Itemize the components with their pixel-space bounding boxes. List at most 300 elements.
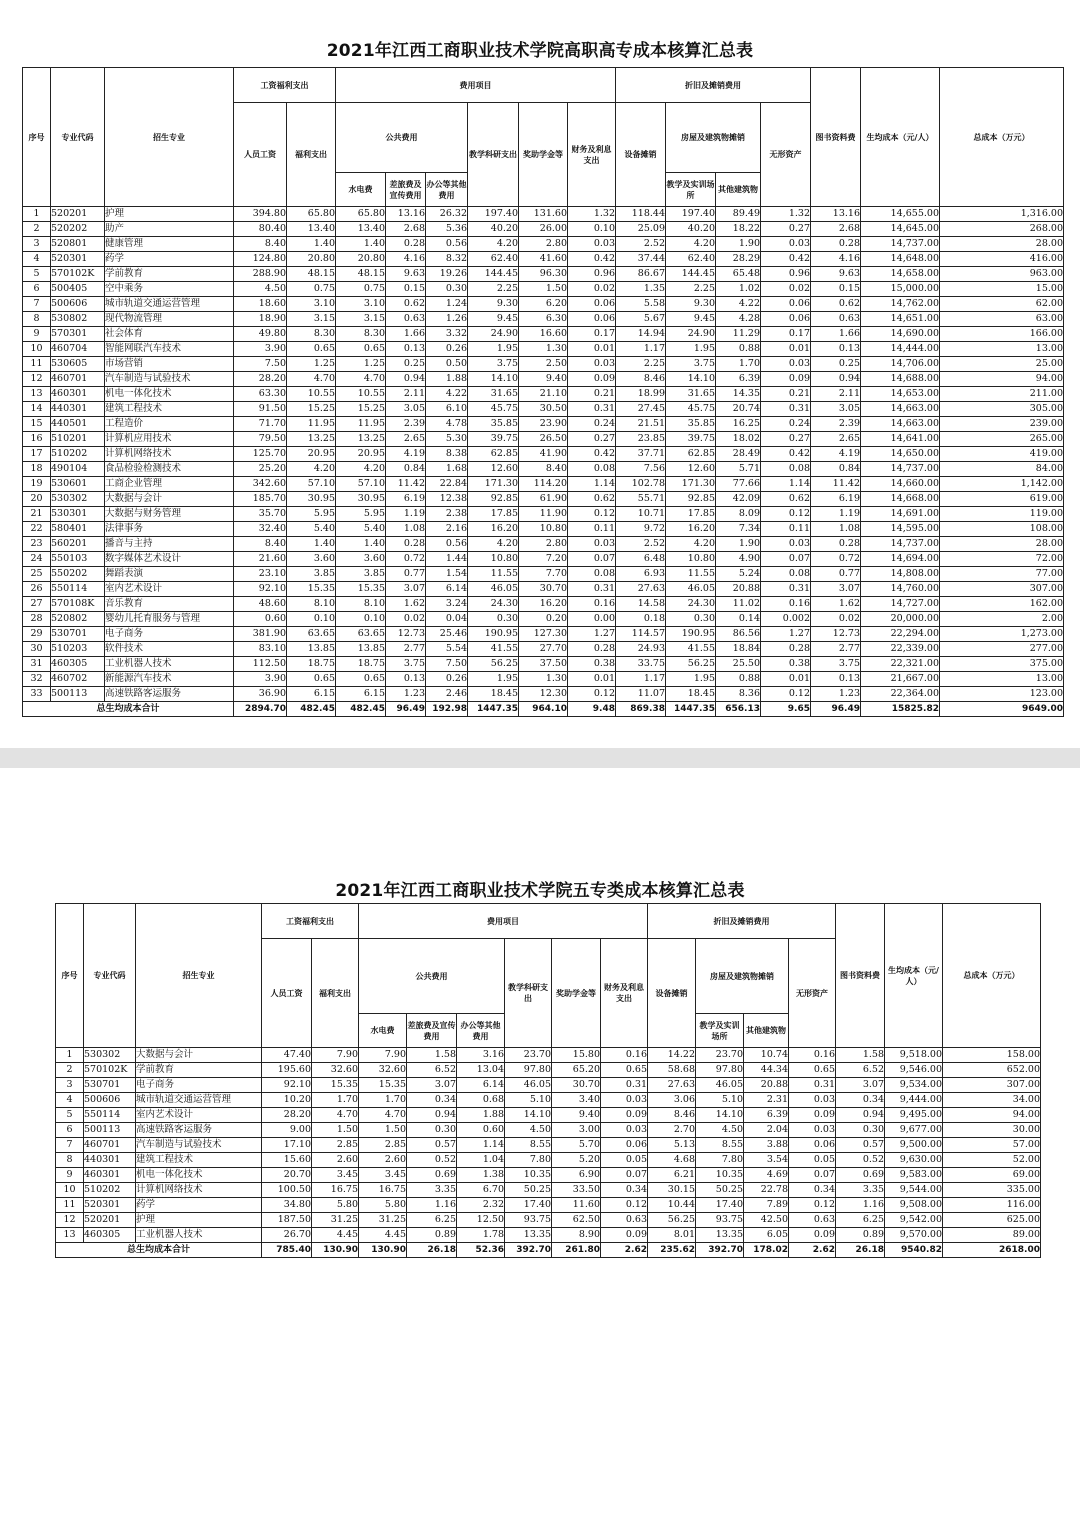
table-cell: 5.13 bbox=[648, 1138, 696, 1153]
total-cell: 2.62 bbox=[789, 1243, 836, 1258]
table-row bbox=[56, 1063, 1041, 1078]
table-cell: 13.00 bbox=[940, 672, 1064, 687]
table-cell: 1.17 bbox=[616, 672, 666, 687]
table-cell: 室内艺术设计 bbox=[136, 1108, 262, 1123]
table-cell: 14.22 bbox=[648, 1048, 696, 1063]
table-cell: 1.70 bbox=[359, 1093, 407, 1108]
table-cell: 2.31 bbox=[744, 1093, 789, 1108]
table-cell: 36.90 bbox=[234, 687, 287, 702]
table-cell: 0.28 bbox=[386, 537, 426, 552]
table-cell: 建筑工程技术 bbox=[105, 402, 234, 417]
table-cell: 24.30 bbox=[468, 597, 519, 612]
table-cell: 0.13 bbox=[811, 672, 861, 687]
table-cell: 2.65 bbox=[811, 432, 861, 447]
table-cell: 汽车制造与试验技术 bbox=[105, 372, 234, 387]
table-cell: 13.25 bbox=[336, 432, 386, 447]
table-cell: 48.60 bbox=[234, 597, 287, 612]
table-cell: 1.50 bbox=[359, 1123, 407, 1138]
table-cell: 9.63 bbox=[811, 267, 861, 282]
table-cell: 0.12 bbox=[568, 687, 616, 702]
table-cell: 520301 bbox=[84, 1198, 136, 1213]
table-cell: 14.10 bbox=[468, 372, 519, 387]
table-cell: 14,737.00 bbox=[861, 462, 940, 477]
table-cell: 6 bbox=[23, 282, 51, 297]
table-cell: 5.80 bbox=[312, 1198, 359, 1213]
table-cell: 4.78 bbox=[426, 417, 468, 432]
table-cell: 4.50 bbox=[696, 1123, 744, 1138]
table-cell: 335.00 bbox=[943, 1183, 1041, 1198]
header-wage-group: 工资福利支出 bbox=[262, 904, 359, 939]
table-cell: 23 bbox=[23, 537, 51, 552]
table-cell: 24.90 bbox=[468, 327, 519, 342]
table-cell: 6.15 bbox=[336, 687, 386, 702]
header-major-name: 招生专业 bbox=[136, 904, 262, 1048]
table-cell: 2.68 bbox=[386, 222, 426, 237]
table-cell: 530601 bbox=[51, 477, 105, 492]
table-cell: 7.34 bbox=[716, 522, 761, 537]
table-cell: 490104 bbox=[51, 462, 105, 477]
table-cell: 3.05 bbox=[811, 402, 861, 417]
table-cell: 22,294.00 bbox=[861, 627, 940, 642]
table-cell: 11.90 bbox=[519, 507, 568, 522]
table-cell: 0.18 bbox=[616, 612, 666, 627]
table-cell: 500113 bbox=[51, 687, 105, 702]
table-cell: 0.42 bbox=[761, 252, 811, 267]
table-cell: 0.57 bbox=[836, 1138, 885, 1153]
table-cell: 0.30 bbox=[836, 1123, 885, 1138]
table-cell: 14,660.00 bbox=[861, 477, 940, 492]
table-cell: 1.40 bbox=[336, 237, 386, 252]
table-cell: 6.05 bbox=[744, 1228, 789, 1243]
table-cell: 14,737.00 bbox=[861, 237, 940, 252]
table-cell: 62.40 bbox=[468, 252, 519, 267]
total-cell: 869.38 bbox=[616, 702, 666, 717]
header-total-cost: 总成本（万元） bbox=[943, 904, 1041, 1048]
table-cell: 13.25 bbox=[287, 432, 336, 447]
table-cell: 14,641.00 bbox=[861, 432, 940, 447]
table-cell: 27.63 bbox=[616, 582, 666, 597]
table-cell: 13.35 bbox=[696, 1228, 744, 1243]
table-cell: 8.55 bbox=[505, 1138, 552, 1153]
table-cell: 30 bbox=[23, 642, 51, 657]
total-row bbox=[23, 702, 1064, 717]
table-cell: 6.52 bbox=[407, 1063, 457, 1078]
table-cell: 0.01 bbox=[568, 342, 616, 357]
table-cell: 268.00 bbox=[940, 222, 1064, 237]
table-cell: 学前教育 bbox=[136, 1063, 262, 1078]
table-cell: 440301 bbox=[51, 402, 105, 417]
table-row bbox=[23, 432, 1064, 447]
table-cell: 625.00 bbox=[943, 1213, 1041, 1228]
table-cell: 23.70 bbox=[696, 1048, 744, 1063]
table-cell: 0.96 bbox=[568, 267, 616, 282]
table-cell: 381.90 bbox=[234, 627, 287, 642]
table-cell: 1.08 bbox=[811, 522, 861, 537]
table-cell: 1.50 bbox=[519, 282, 568, 297]
table-cell: 460701 bbox=[51, 372, 105, 387]
table-cell: 190.95 bbox=[666, 627, 716, 642]
table-cell: 5.20 bbox=[552, 1153, 601, 1168]
table-cell: 6.39 bbox=[744, 1108, 789, 1123]
table-cell: 63.30 bbox=[234, 387, 287, 402]
total-cell: 482.45 bbox=[336, 702, 386, 717]
header-depreciation-group: 折旧及摊销费用 bbox=[616, 68, 811, 103]
table-cell: 22.84 bbox=[426, 477, 468, 492]
table-cell: 1.25 bbox=[287, 357, 336, 372]
table-cell: 560201 bbox=[51, 537, 105, 552]
table-cell: 29 bbox=[23, 627, 51, 642]
table-cell: 25.46 bbox=[426, 627, 468, 642]
table-cell: 新能源汽车技术 bbox=[105, 672, 234, 687]
table-cell: 18.75 bbox=[287, 657, 336, 672]
table-cell: 0.03 bbox=[789, 1093, 836, 1108]
table-cell: 125.70 bbox=[234, 447, 287, 462]
table-cell: 0.65 bbox=[601, 1063, 648, 1078]
table-cell: 3.35 bbox=[836, 1183, 885, 1198]
table-cell: 3.85 bbox=[336, 567, 386, 582]
table-cell: 舞蹈表演 bbox=[105, 567, 234, 582]
table-cell: 2.80 bbox=[519, 237, 568, 252]
table-cell: 3.75 bbox=[386, 657, 426, 672]
table-cell: 2.11 bbox=[386, 387, 426, 402]
table-cell: 5.36 bbox=[426, 222, 468, 237]
table-row bbox=[23, 417, 1064, 432]
table-cell: 社会体育 bbox=[105, 327, 234, 342]
table-cell: 500606 bbox=[51, 297, 105, 312]
table-cell: 19.26 bbox=[426, 267, 468, 282]
table-cell: 2.68 bbox=[811, 222, 861, 237]
table-cell: 52.00 bbox=[943, 1153, 1041, 1168]
table-cell: 2.38 bbox=[426, 507, 468, 522]
table-cell: 40.20 bbox=[666, 222, 716, 237]
table-cell: 汽车制造与试验技术 bbox=[136, 1138, 262, 1153]
table-cell: 102.78 bbox=[616, 477, 666, 492]
table-cell: 30.15 bbox=[648, 1183, 696, 1198]
table-cell: 10.80 bbox=[519, 522, 568, 537]
table-row bbox=[23, 507, 1064, 522]
table-cell: 13.40 bbox=[336, 222, 386, 237]
table-cell: 5.54 bbox=[426, 642, 468, 657]
table-cell: 162.00 bbox=[940, 597, 1064, 612]
table-cell: 619.00 bbox=[940, 492, 1064, 507]
table-cell: 4.20 bbox=[666, 537, 716, 552]
table-cell: 6.15 bbox=[287, 687, 336, 702]
table-cell: 28.20 bbox=[262, 1108, 312, 1123]
table-cell: 14,663.00 bbox=[861, 417, 940, 432]
table-cell: 14.10 bbox=[666, 372, 716, 387]
table-cell: 0.34 bbox=[407, 1093, 457, 1108]
table-cell: 0.09 bbox=[789, 1228, 836, 1243]
table-cell: 7.80 bbox=[696, 1153, 744, 1168]
table-cell: 166.00 bbox=[940, 327, 1064, 342]
table-cell: 0.13 bbox=[386, 672, 426, 687]
table-cell: 城市轨道交通运营管理 bbox=[136, 1093, 262, 1108]
table-cell: 20.80 bbox=[336, 252, 386, 267]
table-cell: 2.85 bbox=[359, 1138, 407, 1153]
table-cell: 4.20 bbox=[468, 237, 519, 252]
table-cell: 2.52 bbox=[616, 537, 666, 552]
table-cell: 3.07 bbox=[386, 582, 426, 597]
table-cell: 21,667.00 bbox=[861, 672, 940, 687]
table-cell: 4.68 bbox=[648, 1153, 696, 1168]
table-cell: 530302 bbox=[84, 1048, 136, 1063]
table-cell: 0.68 bbox=[457, 1093, 505, 1108]
table-cell: 0.07 bbox=[601, 1168, 648, 1183]
table-cell: 8.40 bbox=[234, 237, 287, 252]
table-cell: 0.03 bbox=[568, 357, 616, 372]
table-cell: 26.50 bbox=[519, 432, 568, 447]
table-cell: 40.20 bbox=[468, 222, 519, 237]
table-cell: 14,808.00 bbox=[861, 567, 940, 582]
table-cell: 14,727.00 bbox=[861, 597, 940, 612]
table-cell: 16.20 bbox=[519, 597, 568, 612]
table-cell: 550202 bbox=[51, 567, 105, 582]
table-cell: 34.00 bbox=[943, 1093, 1041, 1108]
table-cell: 307.00 bbox=[943, 1078, 1041, 1093]
table-cell: 0.17 bbox=[568, 327, 616, 342]
table-cell: 14.10 bbox=[505, 1108, 552, 1123]
table-cell: 4.70 bbox=[359, 1108, 407, 1123]
table-cell: 2.25 bbox=[666, 282, 716, 297]
table-cell: 460305 bbox=[51, 657, 105, 672]
table-cell: 11.02 bbox=[716, 597, 761, 612]
table-cell: 2.32 bbox=[457, 1198, 505, 1213]
header-utility: 水电费 bbox=[359, 1014, 407, 1048]
table-cell: 4.70 bbox=[287, 372, 336, 387]
table-cell: 14,645.00 bbox=[861, 222, 940, 237]
table-cell: 18.60 bbox=[234, 297, 287, 312]
table-row bbox=[23, 282, 1064, 297]
table-cell: 0.30 bbox=[666, 612, 716, 627]
total-cell: 392.70 bbox=[505, 1243, 552, 1258]
table-cell: 21.60 bbox=[234, 552, 287, 567]
table-cell: 63.65 bbox=[336, 627, 386, 642]
table-cell: 0.75 bbox=[336, 282, 386, 297]
table-cell: 1.50 bbox=[312, 1123, 359, 1138]
table-cell: 41.60 bbox=[519, 252, 568, 267]
table-cell: 84.00 bbox=[940, 462, 1064, 477]
table-cell: 4.20 bbox=[336, 462, 386, 477]
table-cell: 39.75 bbox=[468, 432, 519, 447]
table-cell: 13.16 bbox=[811, 207, 861, 222]
table-cell: 1.95 bbox=[666, 342, 716, 357]
table-title: 2021年江西工商职业技术学院高职高专成本核算汇总表 bbox=[326, 41, 754, 61]
table-cell: 1.27 bbox=[568, 627, 616, 642]
table-cell: 0.03 bbox=[601, 1123, 648, 1138]
table-cell: 0.09 bbox=[789, 1108, 836, 1123]
table-cell: 智能网联汽车技术 bbox=[105, 342, 234, 357]
table-cell: 0.11 bbox=[761, 522, 811, 537]
table-cell: 12 bbox=[56, 1213, 84, 1228]
table-cell: 计算机应用技术 bbox=[105, 432, 234, 447]
table-row bbox=[56, 1123, 1041, 1138]
table-row bbox=[23, 327, 1064, 342]
table-cell: 32.40 bbox=[234, 522, 287, 537]
header-building-amortization: 房屋及建筑物摊销 bbox=[666, 103, 761, 173]
table-row bbox=[23, 672, 1064, 687]
table-cell: 市场营销 bbox=[105, 357, 234, 372]
table-cell: 13.40 bbox=[287, 222, 336, 237]
table-cell: 500405 bbox=[51, 282, 105, 297]
table-cell: 23.85 bbox=[616, 432, 666, 447]
table-cell: 0.16 bbox=[568, 597, 616, 612]
header-major-code: 专业代码 bbox=[84, 904, 136, 1048]
table-cell: 24.93 bbox=[616, 642, 666, 657]
table-row bbox=[56, 1108, 1041, 1123]
table-cell: 7.50 bbox=[234, 357, 287, 372]
table-cell: 288.90 bbox=[234, 267, 287, 282]
table-cell: 18.02 bbox=[716, 432, 761, 447]
table-cell: 0.72 bbox=[386, 552, 426, 567]
header-welfare: 福利支出 bbox=[312, 939, 359, 1048]
table-cell: 41.90 bbox=[519, 447, 568, 462]
table-cell: 18.45 bbox=[666, 687, 716, 702]
table-cell: 0.63 bbox=[601, 1213, 648, 1228]
table-cell: 数字媒体艺术设计 bbox=[105, 552, 234, 567]
table-cell: 3.90 bbox=[234, 672, 287, 687]
table-cell: 9.63 bbox=[386, 267, 426, 282]
table-cell: 0.65 bbox=[336, 342, 386, 357]
table-cell: 530605 bbox=[51, 357, 105, 372]
table-cell: 510203 bbox=[51, 642, 105, 657]
total-cell: 96.49 bbox=[811, 702, 861, 717]
table-cell: 0.00 bbox=[568, 612, 616, 627]
table-cell: 11 bbox=[56, 1198, 84, 1213]
table-cell: 0.07 bbox=[761, 552, 811, 567]
table-row bbox=[56, 1078, 1041, 1093]
table-cell: 2.50 bbox=[519, 357, 568, 372]
table-cell: 92.85 bbox=[468, 492, 519, 507]
table-cell: 8.46 bbox=[648, 1108, 696, 1123]
table-cell: 65.20 bbox=[552, 1063, 601, 1078]
table-cell: 0.12 bbox=[601, 1198, 648, 1213]
table-cell: 0.21 bbox=[568, 387, 616, 402]
table-cell: 50.25 bbox=[505, 1183, 552, 1198]
table-cell: 0.13 bbox=[386, 342, 426, 357]
total-cell: 392.70 bbox=[696, 1243, 744, 1258]
table-cell: 48.15 bbox=[336, 267, 386, 282]
table-cell: 15.00 bbox=[940, 282, 1064, 297]
table-cell: 460301 bbox=[51, 387, 105, 402]
table-cell: 法律事务 bbox=[105, 522, 234, 537]
table-cell: 1.08 bbox=[386, 522, 426, 537]
table-cell: 7.90 bbox=[359, 1048, 407, 1063]
table-cell: 3.05 bbox=[386, 402, 426, 417]
table-cell: 0.01 bbox=[761, 342, 811, 357]
table-cell: 25 bbox=[23, 567, 51, 582]
header-public-expense: 公共费用 bbox=[336, 103, 468, 173]
table-cell: 31 bbox=[23, 657, 51, 672]
table-cell: 0.05 bbox=[789, 1153, 836, 1168]
table-cell: 建筑工程技术 bbox=[136, 1153, 262, 1168]
table-cell: 65.80 bbox=[336, 207, 386, 222]
table-cell: 30.70 bbox=[519, 582, 568, 597]
table-cell: 197.40 bbox=[666, 207, 716, 222]
table-cell: 9,630.00 bbox=[885, 1153, 943, 1168]
table-cell: 62.50 bbox=[552, 1213, 601, 1228]
header-personnel-wage: 人员工资 bbox=[234, 103, 287, 207]
table-cell: 26.32 bbox=[426, 207, 468, 222]
table-cell: 6.14 bbox=[426, 582, 468, 597]
table-cell: 8 bbox=[56, 1153, 84, 1168]
table-cell: 14.10 bbox=[696, 1108, 744, 1123]
header-equipment-amortization: 设备摊销 bbox=[616, 103, 666, 207]
table-cell: 音乐教育 bbox=[105, 597, 234, 612]
table-cell: 119.00 bbox=[940, 507, 1064, 522]
table-row bbox=[56, 1153, 1041, 1168]
table-cell: 8.10 bbox=[336, 597, 386, 612]
table-cell: 94.00 bbox=[940, 372, 1064, 387]
table-cell: 1.14 bbox=[761, 477, 811, 492]
table-cell: 3.45 bbox=[359, 1168, 407, 1183]
table-cell: 0.01 bbox=[568, 672, 616, 687]
table-cell: 0.03 bbox=[761, 537, 811, 552]
table-cell: 0.31 bbox=[761, 582, 811, 597]
table-cell: 14,658.00 bbox=[861, 267, 940, 282]
table-cell: 123.00 bbox=[940, 687, 1064, 702]
table-cell: 57.10 bbox=[287, 477, 336, 492]
table-cell: 55.71 bbox=[616, 492, 666, 507]
table-cell: 39.75 bbox=[666, 432, 716, 447]
table-cell: 9,495.00 bbox=[885, 1108, 943, 1123]
table-cell: 171.30 bbox=[666, 477, 716, 492]
table-cell: 11.07 bbox=[616, 687, 666, 702]
table-cell: 20,000.00 bbox=[861, 612, 940, 627]
table-cell: 学前教育 bbox=[105, 267, 234, 282]
table-cell: 8.30 bbox=[336, 327, 386, 342]
table-cell: 1.58 bbox=[836, 1048, 885, 1063]
table-cell: 9,444.00 bbox=[885, 1093, 943, 1108]
table-cell: 0.06 bbox=[568, 297, 616, 312]
table-cell: 190.95 bbox=[468, 627, 519, 642]
table-cell: 9 bbox=[23, 327, 51, 342]
table-cell: 0.31 bbox=[789, 1078, 836, 1093]
table-cell: 419.00 bbox=[940, 447, 1064, 462]
table-cell: 10 bbox=[56, 1183, 84, 1198]
table-row bbox=[23, 207, 1064, 222]
table-row bbox=[23, 477, 1064, 492]
table-cell: 23.10 bbox=[234, 567, 287, 582]
table-row bbox=[23, 357, 1064, 372]
table-cell: 0.03 bbox=[601, 1093, 648, 1108]
table-cell: 7 bbox=[23, 297, 51, 312]
table-cell: 20.95 bbox=[336, 447, 386, 462]
table-cell: 电子商务 bbox=[136, 1078, 262, 1093]
table-cell: 4 bbox=[56, 1093, 84, 1108]
table-cell: 0.04 bbox=[426, 612, 468, 627]
table-cell: 41.55 bbox=[666, 642, 716, 657]
table-cell: 3 bbox=[56, 1078, 84, 1093]
table-cell: 11.55 bbox=[666, 567, 716, 582]
table-cell: 0.57 bbox=[407, 1138, 457, 1153]
table-cell: 2.65 bbox=[386, 432, 426, 447]
table-cell: 0.27 bbox=[568, 432, 616, 447]
table-cell: 520201 bbox=[84, 1213, 136, 1228]
table-cell: 1.30 bbox=[519, 342, 568, 357]
table-cell: 9,544.00 bbox=[885, 1183, 943, 1198]
table-cell: 1.35 bbox=[616, 282, 666, 297]
table-row bbox=[23, 447, 1064, 462]
table-cell: 2 bbox=[23, 222, 51, 237]
table-cell: 16 bbox=[23, 432, 51, 447]
header-scholarship: 奖助学金等 bbox=[519, 103, 568, 207]
table-cell: 13.85 bbox=[336, 642, 386, 657]
table-cell: 0.03 bbox=[761, 357, 811, 372]
header-finance-interest: 财务及利息支出 bbox=[601, 939, 648, 1048]
table-cell: 33 bbox=[23, 687, 51, 702]
table-cell: 307.00 bbox=[940, 582, 1064, 597]
table-cell: 62.40 bbox=[666, 252, 716, 267]
